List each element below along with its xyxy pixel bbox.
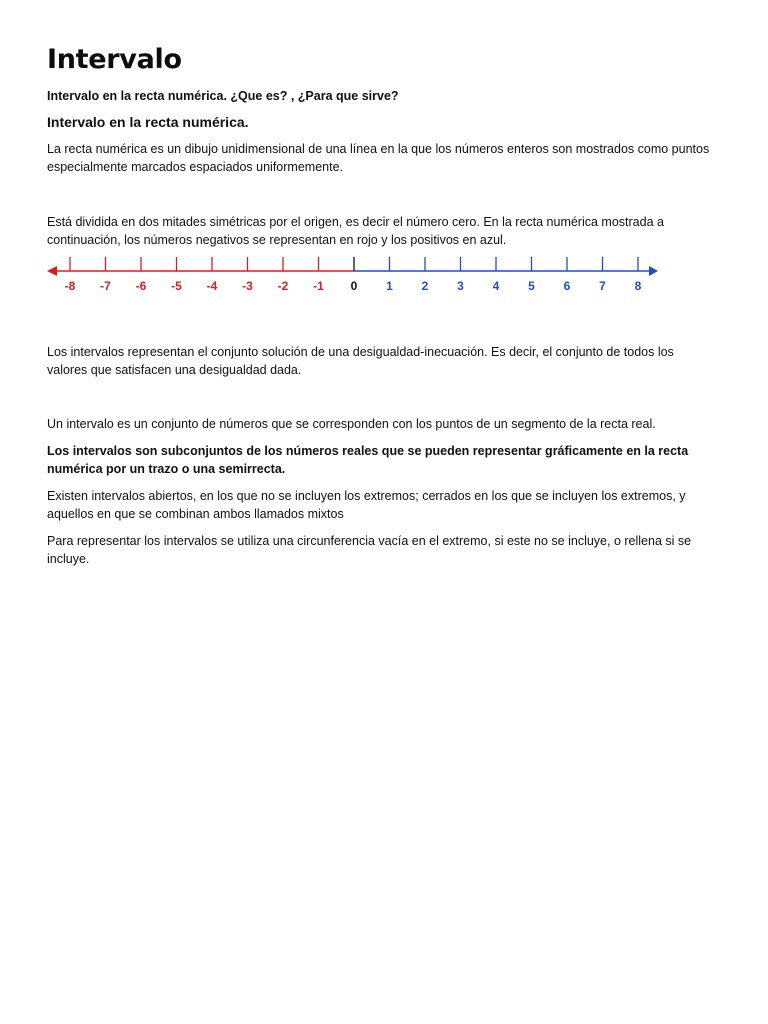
tick-label-minus3: -3 bbox=[242, 279, 253, 293]
tick-label-6: 6 bbox=[563, 279, 571, 293]
tick-label-minus2: -2 bbox=[277, 279, 289, 293]
tick-label-4: 4 bbox=[492, 279, 500, 293]
tick-label-minus8: -8 bbox=[64, 279, 76, 293]
tick-label-minus6: -6 bbox=[135, 279, 147, 293]
section-heading: Intervalo en la recta numérica. bbox=[47, 114, 249, 130]
page-subtitle: Intervalo en la recta numérica. ¿Que es? , ¿Para que sirve? bbox=[47, 89, 399, 103]
paragraph-interval-types: Existen intervalos abiertos, en los que no se incluyen los extremos; cerrados en los que se incluyen los extremos, y aquellos en que se combinan ambos llamados mixtos bbox=[47, 489, 686, 521]
number-line-svg bbox=[47, 255, 715, 305]
paragraph-intervals-solution: Los intervalos representan el conjunto solución de una desigualdad-inecuación. Es decir, el conjunto de todos los valores que satisfacen una desigualdad dada. bbox=[47, 345, 674, 377]
tick-label-minus5: -5 bbox=[171, 279, 182, 293]
tick-label-5: 5 bbox=[528, 279, 535, 293]
paragraph-interval-subsets: Los intervalos son subconjuntos de los números reales que se pueden representar gráficamente en la recta numérica por un trazo o una semirrecta. bbox=[47, 444, 689, 476]
tick-label-2: 2 bbox=[421, 279, 429, 293]
paragraph-origin-colors: Está dividida en dos mitades simétricas por el origen, es decir el número cero. En la recta numérica mostrada a continuación, los números negativos se representan en rojo y los positivos en azul. bbox=[47, 215, 664, 247]
tick-label-1: 1 bbox=[386, 279, 393, 293]
tick-label-7: 7 bbox=[599, 279, 606, 293]
tick-label-minus1: -1 bbox=[313, 279, 324, 293]
tick-label-minus4: -4 bbox=[206, 279, 218, 293]
number-line-figure bbox=[47, 255, 715, 305]
axis-left-arrow bbox=[47, 266, 57, 276]
paragraph-interval-representation: Para representar los intervalos se utiliza una circunferencia vacía en el extremo, si este no se incluye, o rellena si se incluye. bbox=[47, 534, 692, 566]
paragraph-interval-definition: Un intervalo es un conjunto de números que se corresponden con los puntos de un segmento de la recta real. bbox=[47, 417, 656, 431]
paragraph-recta-definition: La recta numérica es un dibujo unidimensional de una línea en la que los números enteros son mostrados como puntos especialmente marcados espaciados uniformemente. bbox=[47, 142, 710, 174]
page-title: Intervalo bbox=[47, 44, 182, 75]
tick-label-3: 3 bbox=[457, 279, 464, 293]
tick-label-8: 8 bbox=[634, 279, 642, 293]
tick-label-0: 0 bbox=[350, 279, 358, 293]
document-page bbox=[47, 44, 715, 568]
axis-right-arrow bbox=[649, 266, 658, 276]
tick-label-minus7: -7 bbox=[100, 279, 111, 293]
